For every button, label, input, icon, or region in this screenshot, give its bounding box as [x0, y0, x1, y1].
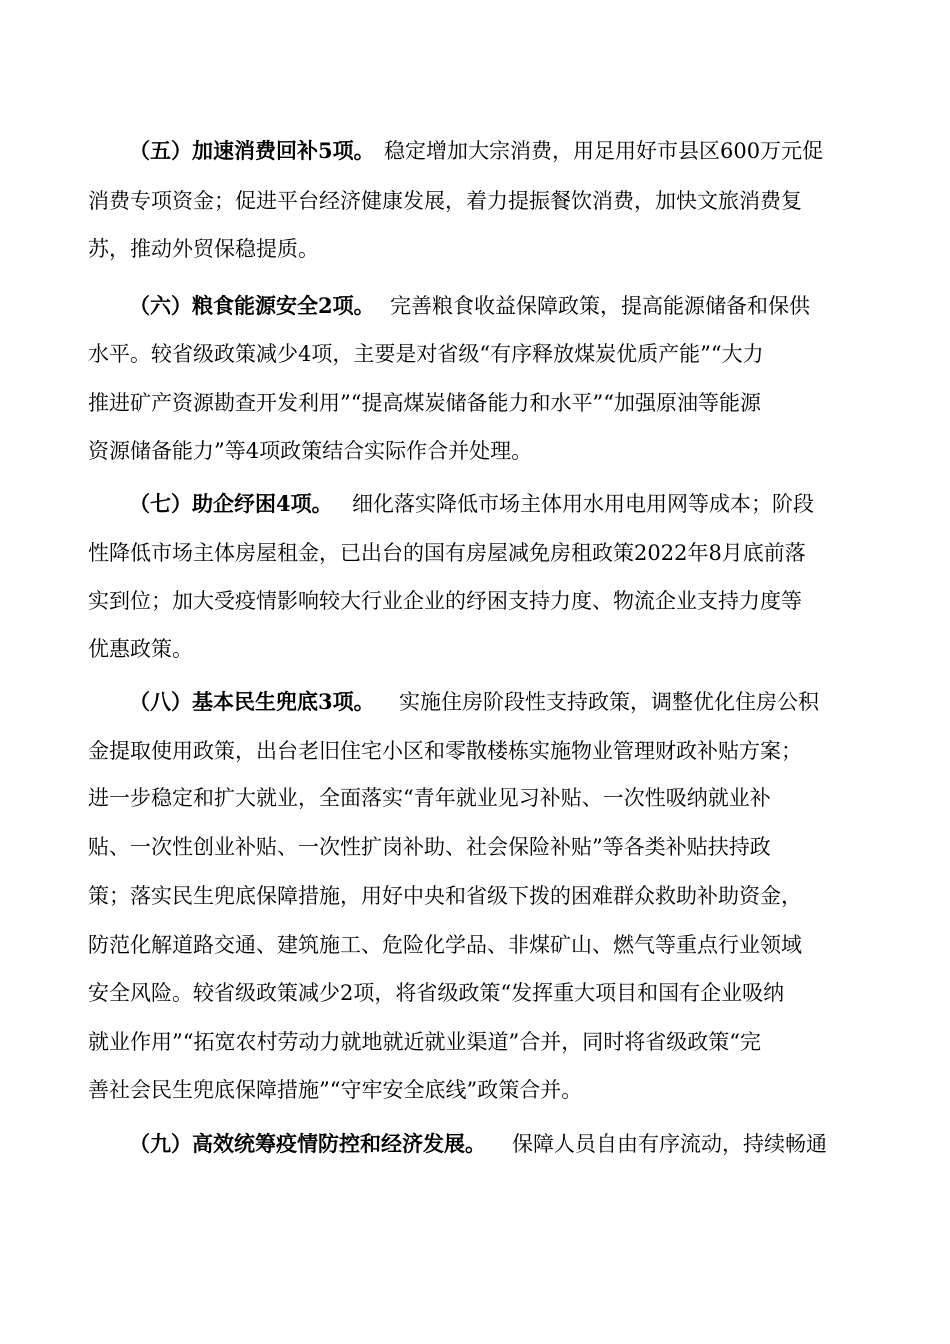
paragraph-8-line-8 — [0, 1022, 950, 1062]
paragraph-7-line-3 — [0, 581, 950, 621]
paragraph-8-line-9 — [0, 1070, 950, 1110]
paragraph-7-line-1 — [0, 484, 950, 524]
paragraph-6-line-4 — [0, 431, 950, 471]
paragraph-8-heading: （八）基本民生兜底3项。 — [129, 689, 375, 714]
paragraph-9-heading: （九）高效统筹疫情防控和经济发展。 — [129, 1131, 486, 1156]
paragraph-8-line-4 — [0, 827, 950, 867]
paragraph-8-text: 贴、一次性创业补贴、一次性扩岗补助、社会保险补贴”等各类补贴扶持政 — [88, 835, 771, 859]
paragraph-8-line-7 — [0, 973, 950, 1013]
paragraph-6-heading: （六）粮食能源安全2项。 — [129, 293, 375, 318]
paragraph-9-line-1 — [0, 1124, 950, 1164]
paragraph-8-line-6 — [0, 925, 950, 965]
paragraph-5-heading: （五）加速消费回补5项。 — [129, 138, 375, 163]
paragraph-6-text: 水平。较省级政策减少4项，主要是对省级“有序释放煤炭优质产能”“大力 — [88, 342, 764, 366]
paragraph-6-line-3 — [0, 383, 950, 423]
paragraph-8-text: 防范化解道路交通、建筑施工、危险化学品、非煤矿山、燃气等重点行业领域 — [88, 933, 802, 957]
paragraph-8-line-5 — [0, 876, 950, 916]
paragraph-9-text: 保障人员自由有序流动，持续畅通 — [512, 1132, 827, 1156]
paragraph-5-line-3 — [0, 229, 950, 269]
paragraph-6-text: 推进矿产资源勘查开发利用”“提高煤炭储备能力和水平”“加强原油等能源 — [88, 391, 761, 415]
paragraph-8-line-3 — [0, 778, 950, 818]
paragraph-6-line-2 — [0, 334, 950, 374]
paragraph-8-text: 进一步稳定和扩大就业，全面落实“青年就业见习补贴、一次性吸纳就业补 — [88, 786, 771, 810]
paragraph-6-text: 资源储备能力”等4项政策结合实际作合并处理。 — [88, 439, 533, 463]
paragraph-7-line-4 — [0, 629, 950, 669]
paragraph-7-line-2 — [0, 533, 950, 573]
paragraph-8-text: 就业作用”“拓宽农村劳动力就地就近就业渠道”合并，同时将省级政策“完 — [88, 1030, 761, 1054]
paragraph-8-text: 策；落实民生兜底保障措施，用好中央和省级下拨的困难群众救助补助资金， — [88, 884, 802, 908]
paragraph-8-text: 金提取使用政策，出台老旧住宅小区和零散楼栋实施物业管理财政补贴方案； — [88, 739, 802, 763]
paragraph-8-line-2 — [0, 731, 950, 771]
paragraph-5-text: 消费专项资金；促进平台经济健康发展，着力提振餐饮消费，加快文旅消费复 — [88, 189, 802, 213]
paragraph-5-line-2 — [0, 181, 950, 221]
paragraph-6-line-1 — [0, 286, 950, 326]
paragraph-7-text: 性降低市场主体房屋租金，已出台的国有房屋减免房租政策2022年8月底前落 — [88, 541, 806, 565]
paragraph-8-line-1 — [0, 682, 950, 722]
paragraph-5-line-1 — [0, 131, 950, 171]
paragraph-7-text: 实到位；加大受疫情影响较大行业企业的纾困支持力度、物流企业支持力度等 — [88, 589, 802, 613]
paragraph-7-text: 优惠政策。 — [88, 637, 193, 661]
paragraph-8-text: 善社会民生兜底保障措施”“守牢安全底线”政策合并。 — [88, 1078, 583, 1102]
paragraph-8-text: 实施住房阶段性支持政策，调整优化住房公积 — [399, 690, 819, 714]
paragraph-8-text: 安全风险。较省级政策减少2项，将省级政策“发挥重大项目和国有企业吸纳 — [88, 981, 785, 1005]
paragraph-6-text: 完善粮食收益保障政策，提高能源储备和保供 — [390, 294, 810, 318]
paragraph-7-heading: （七）助企纾困4项。 — [129, 491, 333, 516]
paragraph-5-text: 苏，推动外贸保稳提质。 — [88, 237, 319, 261]
paragraph-7-text: 细化落实降低市场主体用水用电用网等成本；阶段 — [352, 492, 814, 516]
paragraph-5-text: 稳定增加大宗消费，用足用好市县区600万元促 — [384, 139, 824, 163]
